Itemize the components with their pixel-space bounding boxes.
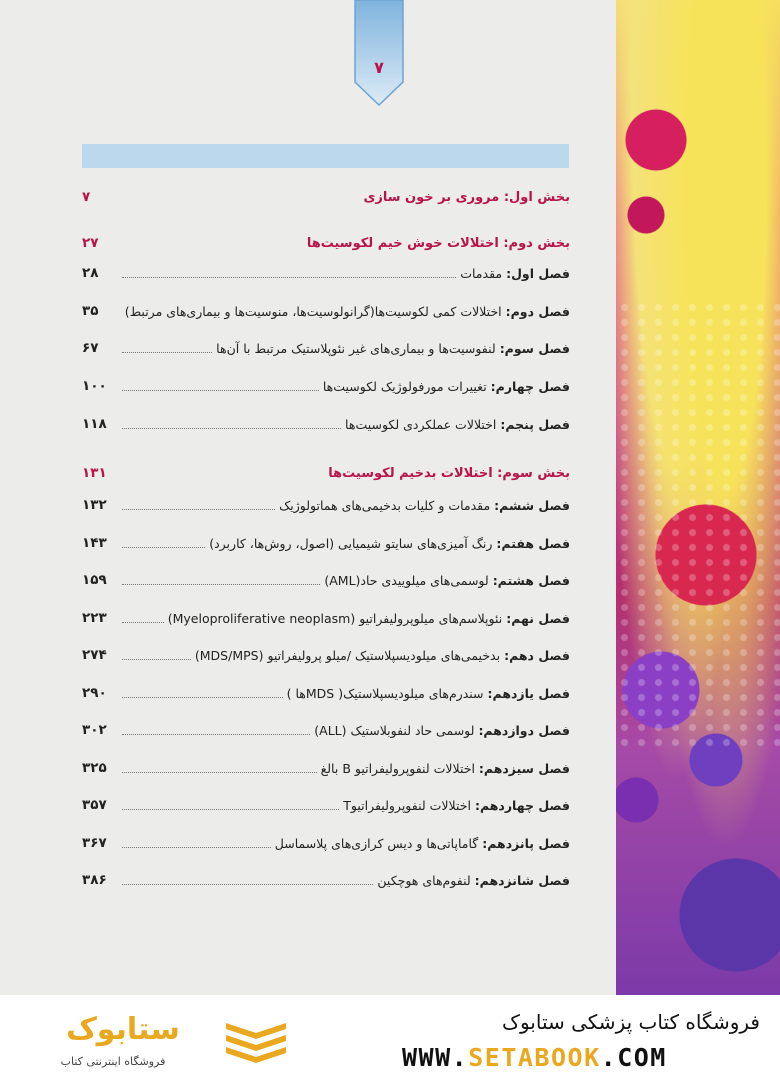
page-ref: ۳۵۷ <box>82 797 107 813</box>
chapter-title: لنفوسیت‌ها و بیماری‌های غیر نئوپلاستیک مرتبط با آن‌ها <box>216 340 496 356</box>
chapter-label: فصل هفتم: <box>496 535 570 551</box>
part-title: بخش دوم: اختلالات خوش خیم لکوسیت‌ها <box>306 235 570 251</box>
toc-part-row <box>82 185 570 209</box>
toc-chapter-row <box>82 718 570 742</box>
chapter-title: مقدمات و کلیات بدخیمی‌های هماتولوژیک <box>279 497 491 513</box>
header-band <box>82 144 569 168</box>
store-name: فروشگاه کتاب پزشکی ستابوک <box>502 1010 760 1034</box>
chapter-label: فصل ششم: <box>494 497 570 513</box>
chapter-label: فصل چهاردهم: <box>474 797 570 813</box>
page-ref: ۳۸۶ <box>82 872 107 888</box>
chapter-title: مقدمات <box>460 265 503 281</box>
dot-leader <box>122 847 271 848</box>
dot-leader <box>122 772 317 773</box>
chapter-title: لوسمی‌های میلوییدی حاد(AML) <box>324 572 489 588</box>
chapter-title: تغییرات مورفولوژیک لکوسیت‌ها <box>322 378 487 394</box>
chapter-label: فصل سیزدهم: <box>478 760 570 776</box>
dot-leader <box>122 547 205 548</box>
bookmark-ribbon <box>354 0 404 106</box>
chapter-title: لوسمی حاد لنفوبلاستیک (ALL) <box>314 722 475 738</box>
cover-art-image <box>616 0 780 995</box>
toc-chapter-row <box>82 793 570 817</box>
page-ref: ۲۲۳ <box>82 610 107 626</box>
chapter-label: فصل اول: <box>506 265 570 281</box>
page-ref: ۳۰۲ <box>82 722 107 738</box>
part-title: بخش سوم: اختلالات بدخیم لکوسیت‌ها <box>328 465 570 481</box>
toc-chapter-row <box>82 493 570 517</box>
page-ref: ۱۳۲ <box>82 497 107 513</box>
toc-part-row <box>82 231 570 255</box>
dot-leader <box>122 622 164 623</box>
chapter-label: فصل شانزدهم: <box>474 872 570 888</box>
page-ref: ۳۲۵ <box>82 760 107 776</box>
chapter-label: فصل دوازدهم: <box>478 722 570 738</box>
logo-wordmark: ستابوک <box>66 1012 180 1047</box>
toc-chapter-row <box>82 336 570 360</box>
chapter-label: فصل پانزدهم: <box>482 835 570 851</box>
toc-chapter-row <box>82 299 570 323</box>
chapter-title: سندرم‌های میلودیسپلاستیک( MDSها ) <box>286 685 484 701</box>
chapter-title: اختلالات لنفوپرولیفراتیو B بالغ <box>320 760 475 776</box>
page-ref: ۲۷۴ <box>82 647 107 663</box>
page-ref: ۱۳۱ <box>82 465 107 481</box>
dot-leader <box>122 734 310 735</box>
toc-part-row <box>82 461 570 485</box>
page-ref: ۱۱۸ <box>82 416 107 432</box>
store-url[interactable]: WWW.SETABOOK.COM <box>402 1043 667 1072</box>
dot-leader <box>122 659 191 660</box>
page-ref: ۳۶۷ <box>82 835 107 851</box>
dot-leader <box>122 509 275 510</box>
chapter-title: گاماپاتی‌ها و دیس کرازی‌های پلاسماسل <box>274 835 479 851</box>
chapter-label: فصل سوم: <box>499 340 570 356</box>
chapter-label: فصل دهم: <box>504 647 570 663</box>
toc-chapter-row <box>82 261 570 285</box>
page-ref: ۷ <box>82 189 91 205</box>
chapter-title: لنفوم‌های هوچکین <box>377 872 471 888</box>
page-ref: ۶۷ <box>82 340 99 356</box>
chapter-title: اختلالات کمی لکوسیت‌ها(گرانولوسیت‌ها، منوسیت‌ها و بیماری‌های مرتبط) <box>124 303 502 319</box>
toc-chapter-row <box>82 568 570 592</box>
page-ref: ۱۰۰ <box>82 378 107 394</box>
book-stack-icon <box>222 1017 290 1069</box>
dot-leader <box>122 428 341 429</box>
chapter-label: فصل پنجم: <box>500 416 570 432</box>
page-ref: ۱۵۹ <box>82 572 107 588</box>
part-title: بخش اول: مروری بر خون سازی <box>363 189 570 205</box>
page-ref: ۲۸ <box>82 265 99 281</box>
chapter-title: بدخیمی‌های میلودیسپلاستیک /میلو پرولیفراتیو (MDS/MPS) <box>194 647 501 663</box>
chapter-label: فصل چهارم: <box>490 378 570 394</box>
chapter-title: اختلالات عملکردی لکوسیت‌ها <box>345 416 497 432</box>
toc-chapter-row <box>82 606 570 630</box>
page-ref: ۳۵ <box>82 303 99 319</box>
chapter-title: اختلالات لنفوپرولیفراتیوT <box>343 797 471 813</box>
chapter-title: رنگ آمیزی‌های سایتو شیمیایی (اصول، روش‌ها، کاربرد) <box>209 535 493 551</box>
dot-leader <box>122 352 212 353</box>
dot-leader <box>122 884 373 885</box>
toc-chapter-row <box>82 831 570 855</box>
dot-leader <box>122 584 320 585</box>
page-ref: ۲۷ <box>82 235 99 251</box>
chapter-title: نئوپلاسم‌های میلوپرولیفراتیو (Myeloproliferative neoplasm) <box>167 610 503 626</box>
chapter-label: فصل یازدهم: <box>487 685 570 701</box>
dot-leader <box>122 277 456 278</box>
chapter-label: فصل نهم: <box>506 610 570 626</box>
toc-chapter-row <box>82 868 570 892</box>
toc-chapter-row <box>82 531 570 555</box>
toc-chapter-row <box>82 681 570 705</box>
chapter-label: فصل دوم: <box>505 303 570 319</box>
dot-leader <box>122 697 283 698</box>
page-ref: ۱۴۳ <box>82 535 107 551</box>
page-number: ۷ <box>374 58 384 77</box>
dot-leader <box>122 390 319 391</box>
toc-chapter-row <box>82 643 570 667</box>
dot-leader <box>122 809 339 810</box>
chapter-label: فصل هشتم: <box>492 572 570 588</box>
toc-chapter-row <box>82 412 570 436</box>
logo-subtitle: فروشگاه اینترنتی کتاب <box>60 1055 166 1068</box>
page-ref: ۲۹۰ <box>82 685 107 701</box>
toc-chapter-row <box>82 374 570 398</box>
toc-chapter-row <box>82 756 570 780</box>
